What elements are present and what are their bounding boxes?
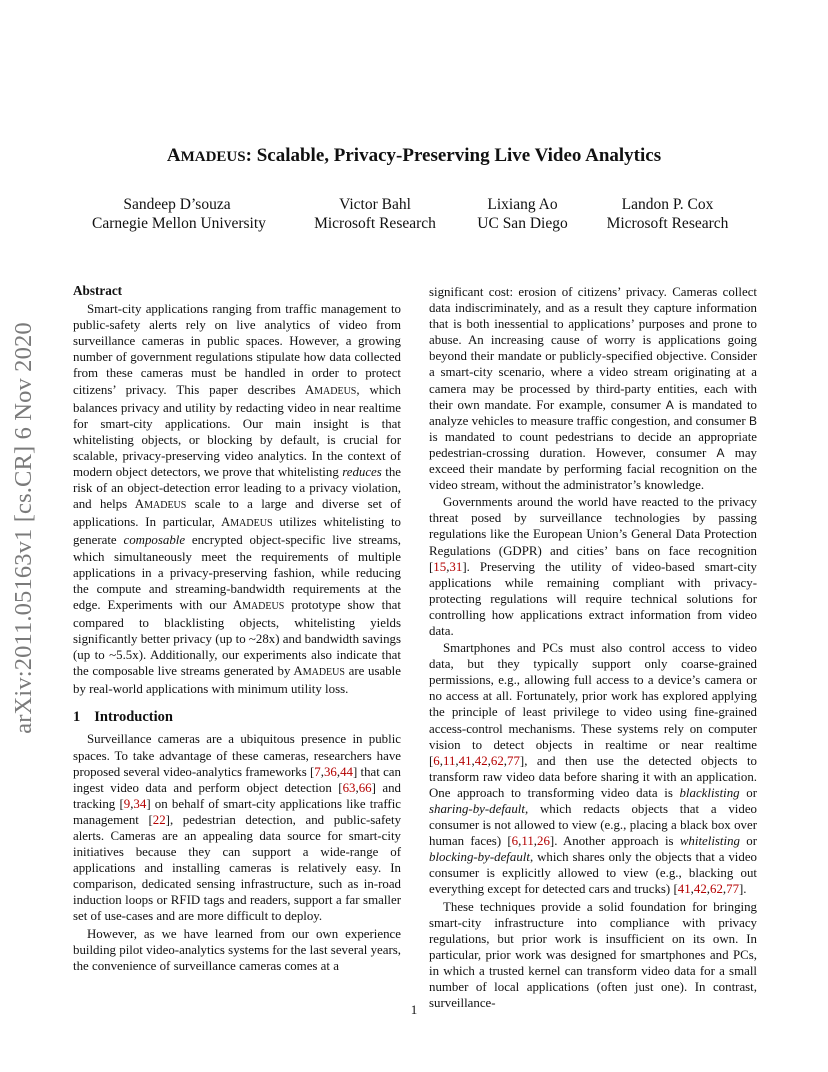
citation-link[interactable]: 6	[511, 834, 519, 849]
citation-link[interactable]: 77	[507, 753, 520, 768]
right-column	[429, 284, 757, 1011]
author-name: Landon P. Cox	[621, 196, 714, 213]
intro-paragraph-1: Surveillance cameras are a ubiquitous presence in public spaces. To take advantage of these cameras, researchers have proposed several video-analytics frameworks [7,36,44] that can ingest video data and perform object detection [63,66] and tracking [9,34] on behalf of smart-city applications like traffic management [22], pedestrian detection, and public-safety alerts. Cameras are an appealing data source for smart-city initiatives because they can support a wide-range of applications and installing cameras is relatively easy. In comparison, dedicated sensing infrastructure, such as in-road induction loops or RFID tags and readers, support a far smaller set of use-cases and are more difficult to deploy.	[73, 732, 402, 924]
abstract-heading: Abstract	[73, 283, 123, 298]
introduction-heading	[73, 709, 401, 725]
right-paragraph-2: Governments around the world have reacted to the privacy threat posed by surveillance technologies by passing regulations like the European Union’s General Data Protection Regulations (GDPR) and cities’ bans on face recognition [15,31]. Preserving the utility of video-based smart-city applications while remaining compliant with privacy-protecting regulations will require technical solutions for controlling how applications extract information from video data.	[429, 495, 757, 638]
citation-link[interactable]: 26	[537, 834, 550, 849]
citation-link[interactable]: 11	[442, 753, 456, 768]
author-name: Victor Bahl	[339, 196, 411, 213]
right-paragraph-4: These techniques provide a solid foundation for bringing smart-city infrastructure into compliance with privacy regulations, but prior work is insufficient on its own. In particular, prior work was designed for smartphones and PCs, in which a trusted kernel can transform video data for a small number of local applications (often just one). In contrast, surveillance-	[429, 899, 757, 1011]
citation-link[interactable]: 41	[677, 882, 691, 897]
citation-link[interactable]: 9	[123, 796, 131, 811]
citation-link[interactable]: 62	[710, 882, 723, 897]
title-system-initial: A	[166, 145, 181, 166]
citation-link[interactable]: 62	[490, 753, 504, 768]
right-paragraph-1: significant cost: erosion of citizens’ privacy. Cameras collect data indiscriminately, and as a result they capture information that is both inessential to applications’ purposes and prone to abuse. An increasing cause of worry is applications going beyond their mandate or publicly-specified objective. Consider a smart-city scenario, where a video stream originating at a camera may be processed by third-party entities, each with their own mandate. For example, consumer A is mandated to analyze vehicles to measure traffic congestion, and consumer B is mandated to count pedestrians to decide an appropriate pedestrian-crossing duration. However, consumer A may exceed their mandate by performing facial recognition on the video stream, without the administrator’s knowledge.	[429, 285, 758, 493]
author-name: Lixiang Ao	[487, 196, 558, 213]
citation-link[interactable]: 66	[358, 780, 372, 795]
citation-link[interactable]: 77	[726, 882, 740, 897]
citation-link[interactable]: 34	[133, 796, 147, 811]
citation-link[interactable]: 42	[693, 882, 707, 897]
author-name: Sandeep D’souza	[123, 196, 231, 213]
citation-link[interactable]: 22	[152, 812, 166, 827]
citation-link[interactable]: 42	[474, 753, 488, 768]
arxiv-identifier-text: arXiv:2011.05163v1 [cs.CR] 6 Nov 2020	[10, 321, 37, 734]
intro-paragraph-2: However, as we have learned from our own experience building pilot video-analytics systems for the last several years, the convenience of surveillance cameras comes at a	[73, 926, 401, 973]
section-title: Introduction	[94, 709, 173, 726]
citation-link[interactable]: 6	[433, 753, 440, 768]
author-affiliation: Microsoft Research	[606, 215, 729, 232]
citation-link[interactable]: 36	[323, 764, 337, 779]
section-number: 1	[73, 709, 81, 726]
author-block-2	[310, 195, 440, 233]
citation-link[interactable]: 15	[433, 559, 447, 574]
author-affiliation: Carnegie Mellon University	[92, 215, 266, 232]
author-affiliation: UC San Diego	[477, 215, 568, 232]
paper-title	[0, 145, 828, 167]
author-block-1	[92, 195, 266, 233]
citation-link[interactable]: 41	[458, 753, 472, 768]
citation-link[interactable]: 63	[342, 780, 356, 795]
abstract-paragraph: Smart-city applications ranging from traffic management to public-safety alerts rely on live analytics of video from surveillance cameras in public spaces. However, a growing number of government regulations stipulate how data collected from these cameras must be handled in order to protect citizens’ privacy. This paper describes AMADEUS, which balances privacy and utility by redacting video in near realtime for smart-city applications. Our main insight is that whitelisting objects, or blocking by default, is crucial for scalable, privacy-preserving video analytics. In the context of modern object detectors, we prove that whitelisting reduces the risk of an object-detection error leading to a privacy violation, and helps AMADEUS scale to a large and diverse set of applications. In particular, AMADEUS utilizes whitelisting to generate composable encrypted object-specific live streams, which simultaneously meet the requirements of multiple applications in a privacy-preserving fashion, while reducing the compute and streaming-bandwidth requirements at the edge. Experiments with our AMADEUS prototype show that compared to blacklisting objects, whitelisting yields significantly better privacy (up to ~28x) and bandwidth savings (up to ~5.5x). Additionally, our experiments also indicate that the composable live streams generated by AMADEUS are usable by real-world applications with minimum utility loss.	[73, 302, 402, 697]
left-column	[73, 283, 401, 974]
right-paragraph-3: Smartphones and PCs must also control access to video data, but they typically support only coarse-grained permissions, e.g., allowing full access to a device’s camera or no access at all. Fortunately, prior work has explored applying the principle of least privilege to video using fine-grained access-control mechanisms. These systems rely on computer vision to detect objects in realtime or near realtime [6,11,41,42,62,77], and then use the detected objects to transform raw video data before sharing it with an application. One approach to transforming video data is blacklisting or sharing-by-default, which redacts objects that a video consumer is not allowed to view (e.g., placing a black box over human faces) [6,11,26]. Another approach is whitelisting or blocking-by-default, which shares only the objects that a video consumer is explicitly allowed to view (e.g., blacking out everything except for detected cars and trucks) [41,42,62,77].	[429, 641, 757, 897]
title-rest: : Scalable, Privacy-Preserving Live Video Analytics	[245, 145, 662, 166]
page-number: 1	[410, 1002, 418, 1017]
author-block-3	[470, 195, 575, 233]
citation-link[interactable]: 11	[521, 834, 534, 849]
citation-link[interactable]: 7	[314, 764, 321, 779]
arxiv-identifier	[2, 295, 46, 760]
title-system-rest: MADEUS	[180, 149, 246, 165]
citation-link[interactable]: 44	[340, 764, 353, 779]
author-block-4	[600, 195, 735, 233]
citation-link[interactable]: 31	[449, 559, 463, 574]
author-affiliation: Microsoft Research	[314, 215, 436, 232]
